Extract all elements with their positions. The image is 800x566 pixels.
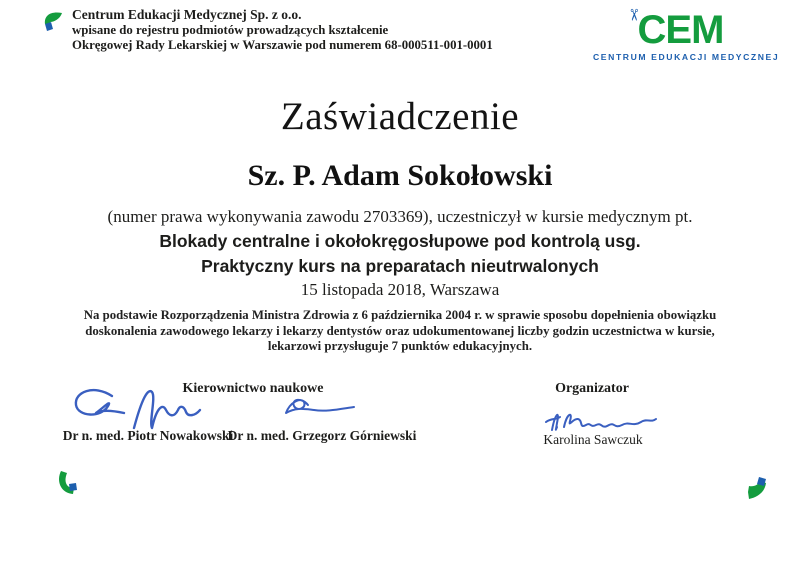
cem-logo — [593, 8, 780, 62]
signer-name: Dr n. med. Grzegorz Górniewski — [227, 428, 417, 443]
company-mark-icon — [43, 11, 63, 33]
legal-line-2: doskonalenia zawodowego lekarzy i lekarzy dentystów oraz udokumentowanej liczby godzin uczestnictwa w kursie, — [85, 323, 715, 338]
scientific-leadership-heading: Kierownictwo naukowe — [182, 381, 324, 396]
company-name: Centrum Edukacji Medycznej Sp. z o.o. — [72, 7, 302, 22]
corner-mark-bottom-right-icon — [747, 476, 769, 505]
page-title: Zaświadczenie — [280, 95, 520, 138]
legal-line-3: lekarzowi przysługuje 7 punktów edukacyjnych. — [267, 339, 533, 353]
intro-line: (numer prawa wykonywania zawodu 2703369), uczestniczył w kursie medycznym pt. — [107, 207, 693, 226]
cem-logo-text: CEM — [637, 8, 724, 52]
company-header — [72, 7, 493, 54]
scissors-icon: ✂ — [624, 8, 642, 22]
recipient-name: Sz. P. Adam Sokołowski — [247, 159, 553, 192]
course-subtitle: Praktyczny kurs na preparatach nieutrwalonych — [201, 256, 599, 276]
date-location: 15 listopada 2018, Warszawa — [300, 280, 500, 299]
company-registry-line-1: wpisane do rejestru podmiotów prowadzących kształcenie — [72, 22, 389, 37]
company-registry-line-2: Okręgowej Rady Lekarskiej w Warszawie pod numerem 68-000511-001-0001 — [72, 38, 493, 52]
signer-name: Karolina Sawczuk — [543, 432, 643, 447]
legal-paragraph — [0, 308, 800, 355]
signer-name: Dr n. med. Piotr Nowakowski — [62, 428, 234, 443]
corner-mark-bottom-left-icon — [57, 470, 77, 501]
cem-logo-subtitle: CENTRUM EDUKACJI MEDYCZNEJ — [593, 52, 780, 62]
legal-line-1: Na podstawie Rozporządzenia Ministra Zdrowia z 6 października 2004 r. w sprawie sposobu dopełnienia obowiązku — [83, 308, 717, 322]
course-title: Blokady centralne i okołokręgosłupowe pod kontrolą usg. — [159, 231, 641, 251]
organizer-heading: Organizator — [555, 381, 629, 396]
